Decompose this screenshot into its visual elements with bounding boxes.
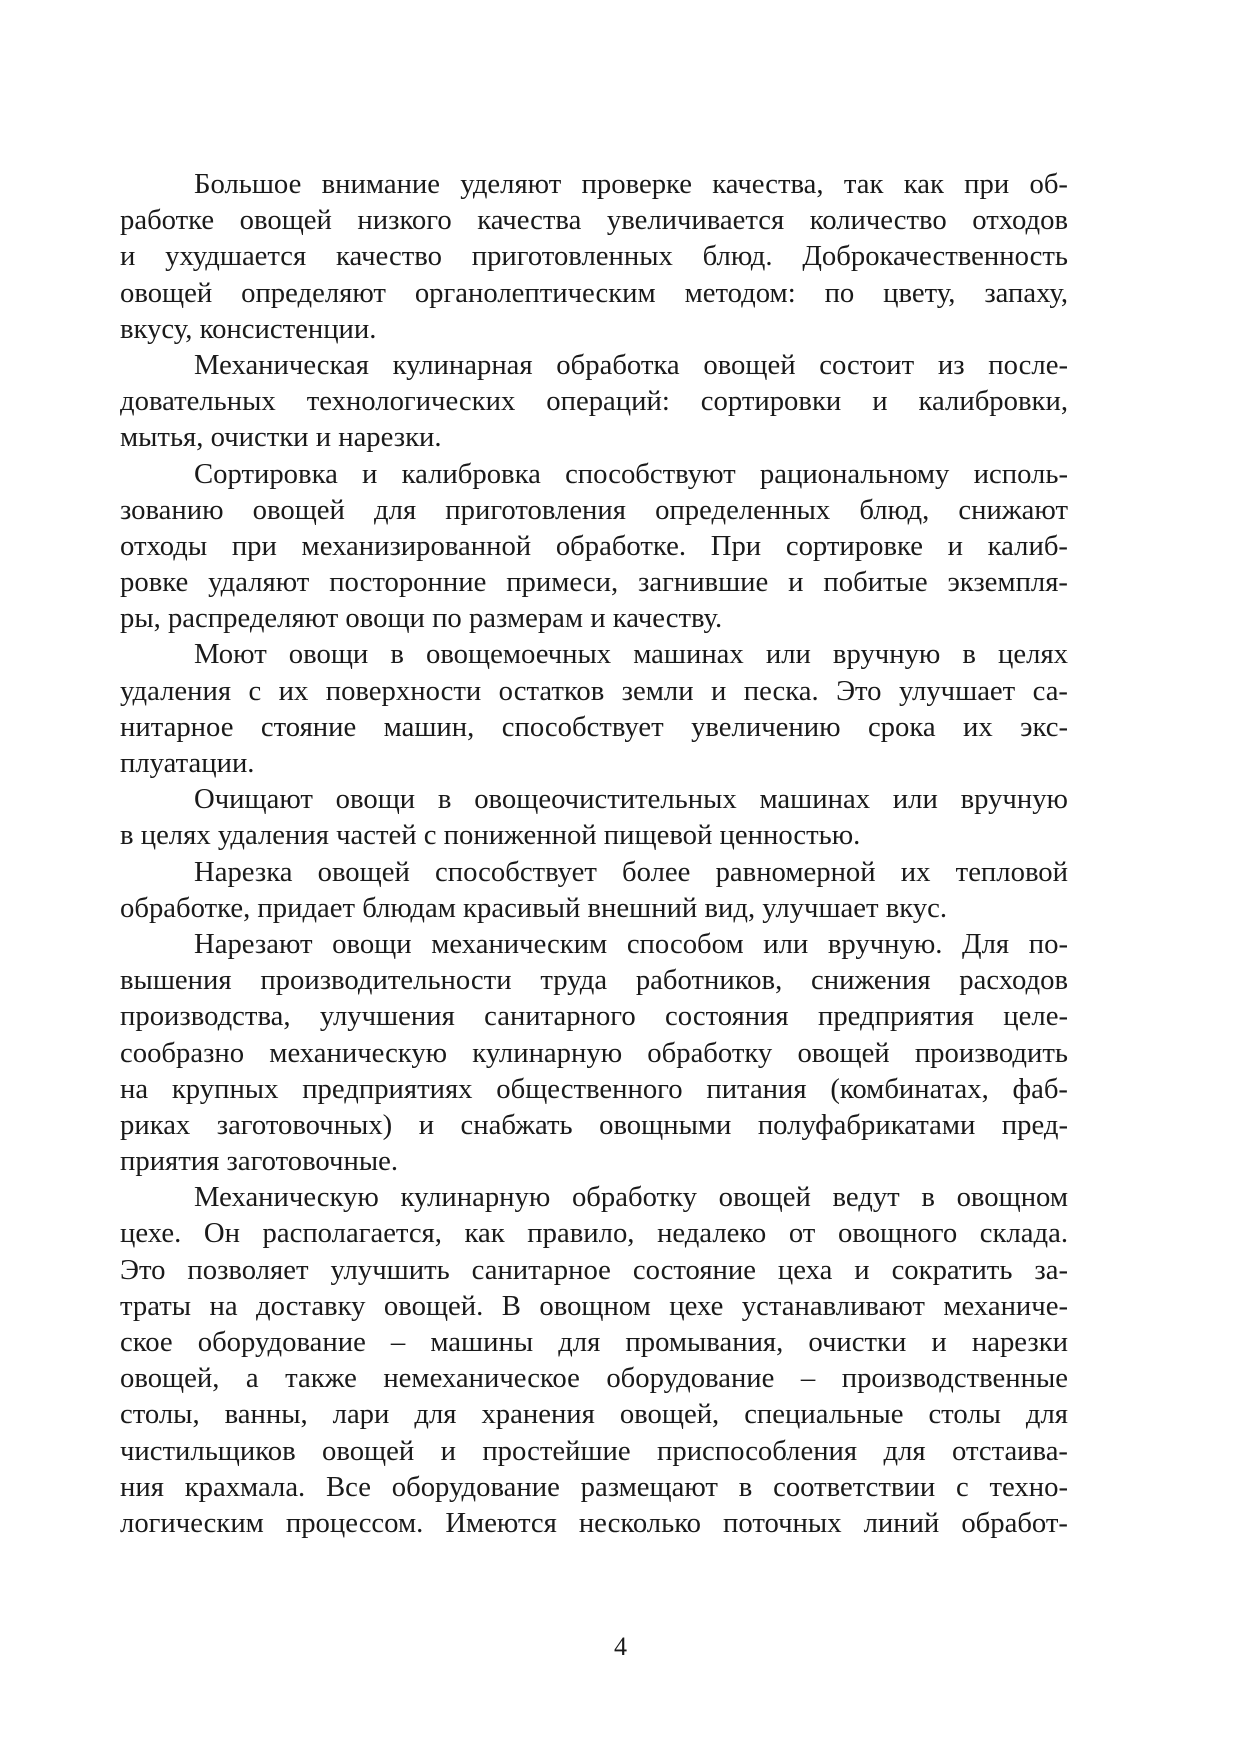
text-line: Это позволяет улучшить санитарное состояние цеха и сократить за- (120, 1253, 1068, 1286)
text-line: овощей, а также немеханическое оборудование – производственные (120, 1362, 1068, 1395)
body-text (120, 166, 1068, 1541)
paragraph (120, 166, 1068, 347)
text-line: ры, распределяют овощи по размерам и качеству. (120, 602, 723, 635)
text-line: зованию овощей для приготовления определенных блюд, снижают (120, 493, 1068, 526)
text-line: Нарезают овощи механическим способом или вручную. Для по- (194, 927, 1068, 960)
text-line: овощей определяют органолептическим методом: по цвету, запаху, (120, 276, 1068, 309)
text-line: на крупных предприятиях общественного питания (комбинатах, фаб- (120, 1072, 1068, 1105)
text-line: Механическую кулинарную обработку овощей ведут в овощном (194, 1181, 1068, 1214)
text-line: довательных технологических операций: сортировки и калибровки, (120, 385, 1068, 418)
paragraph (120, 926, 1068, 1179)
text-line: столы, ванны, лари для хранения овощей, специальные столы для (120, 1398, 1068, 1431)
text-line: удаления с их поверхности остатков земли и песка. Это улучшает са- (120, 674, 1068, 707)
text-line: приятия заготовочные. (120, 1145, 398, 1178)
paragraph (120, 456, 1068, 637)
text-line: ровке удаляют посторонние примеси, загнившие и побитые экземпля- (120, 566, 1068, 599)
text-line: чистильщиков овощей и простейшие приспособления для отстаива- (120, 1434, 1068, 1467)
text-line: нитарное стояние машин, способствует увеличению срока их экс- (120, 710, 1068, 743)
text-line: мытья, очистки и нарезки. (120, 421, 442, 454)
text-line: производства, улучшения санитарного состояния предприятия целе- (120, 1000, 1068, 1033)
text-line: плуатации. (120, 747, 255, 779)
text-line: Нарезка овощей способствует более равномерной их тепловой (194, 855, 1068, 888)
text-line: обработке, придает блюдам красивый внешний вид, улучшает вкус. (120, 891, 948, 924)
text-line: Большое внимание уделяют проверке качества, так как при об- (194, 168, 1068, 200)
paragraph (120, 636, 1068, 781)
text-line: траты на доставку овощей. В овощном цехе устанавливают механиче- (120, 1289, 1068, 1322)
paragraph (120, 1179, 1068, 1541)
text-line: работке овощей низкого качества увеличивается количество отходов (120, 204, 1068, 237)
text-line: Сортировка и калибровка способствуют рациональному исполь- (194, 457, 1068, 490)
text-line: вкусу, консистенции. (120, 312, 377, 345)
text-line: отходы при механизированной обработке. При сортировке и калиб- (120, 529, 1068, 562)
page-number: 4 (614, 1632, 627, 1661)
paragraph (120, 854, 1068, 926)
text-line: цехе. Он располагается, как правило, недалеко от овощного склада. (120, 1217, 1068, 1250)
text-line: сообразно механическую кулинарную обработку овощей производить (120, 1036, 1068, 1069)
text-line: ния крахмала. Все оборудование размещают в соответствии с техно- (120, 1470, 1068, 1503)
text-line: логическим процессом. Имеются несколько поточных линий обработ- (120, 1506, 1068, 1539)
text-line: Механическая кулинарная обработка овощей состоит из после- (194, 348, 1068, 381)
text-line: вышения производительности труда работников, снижения расходов (120, 964, 1068, 997)
text-line: ское оборудование – машины для промывания, очистки и нарезки (120, 1326, 1068, 1358)
text-line: риках заготовочных) и снабжать овощными полуфабрикатами пред- (120, 1108, 1068, 1141)
text-line: Очищают овощи в овощеочистительных машинах или вручную (194, 783, 1068, 816)
text-line: в целях удаления частей с пониженной пищевой ценностью. (120, 819, 861, 852)
text-line: Моют овощи в овощемоечных машинах или вручную в целях (194, 638, 1068, 671)
paragraph (120, 781, 1068, 853)
paragraph (120, 347, 1068, 456)
text-line: и ухудшается качество приготовленных блюд. Доброкачественность (120, 240, 1068, 273)
